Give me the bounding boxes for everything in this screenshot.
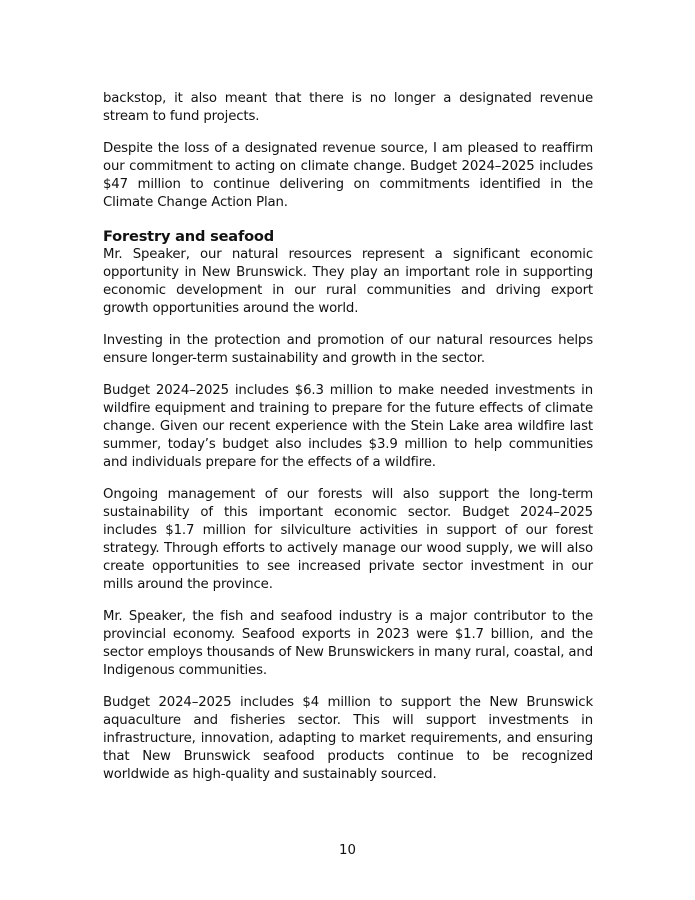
paragraph-climate-commitment: Despite the loss of a designated revenue source, I am pleased to reaffirm our commitment to acting on climate change. Budget 2024–2025 includes $47 million to continue delivering on commitments identified in the Climate Change Action Plan. [103, 140, 593, 210]
document-body [103, 90, 593, 798]
paragraph-aquaculture-fisheries: Budget 2024–2025 includes $4 million to support the New Brunswick aquaculture and fisheries sector. This will support investments in infrastructure, innovation, adapting to market requirements, and ensuring that New Brunswick seafood products continue to be recognized worldwide as high-quality and sustainably sourced. [103, 694, 593, 782]
paragraph-wildfire: Budget 2024–2025 includes $6.3 million to make needed investments in wildfire equipment and training to prepare for the future effects of climate change. Given our recent experience with the Stein Lake area wildfire last summer, today’s budget also includes $3.9 million to help communities and individuals prepare for the effects of a wildfire. [103, 382, 593, 470]
section-heading-forestry-seafood: Forestry and seafood [103, 228, 274, 246]
paragraph-natural-resources: Mr. Speaker, our natural resources represent a significant economic opportunity in New Brunswick. They play an important role in supporting economic development in our rural communities and driving export growth opportunities around the world. [103, 247, 593, 317]
paragraph-seafood-industry: Mr. Speaker, the fish and seafood industry is a major contributor to the provincial economy. Seafood exports in 2023 were $1.7 billion, and the sector employs thousands of New Brunswickers in many rural, coastal, and Indigenous communities. [103, 608, 593, 678]
paragraph-protection-promotion: Investing in the protection and promotion of our natural resources helps ensure longer-term sustainability and growth in the sector. [103, 332, 593, 367]
page-number: 10 [339, 843, 356, 858]
paragraph-forest-management: Ongoing management of our forests will also support the long-term sustainability of this important economic sector. Budget 2024–2025 includes $1.7 million for silviculture activities in support of our forest strategy. Through efforts to actively manage our wood supply, we will also create opportunities to see increased private sector investment in our mills around the province. [103, 486, 593, 593]
paragraph-fund-projects: backstop, it also meant that there is no longer a designated revenue stream to fund projects. [103, 91, 593, 125]
